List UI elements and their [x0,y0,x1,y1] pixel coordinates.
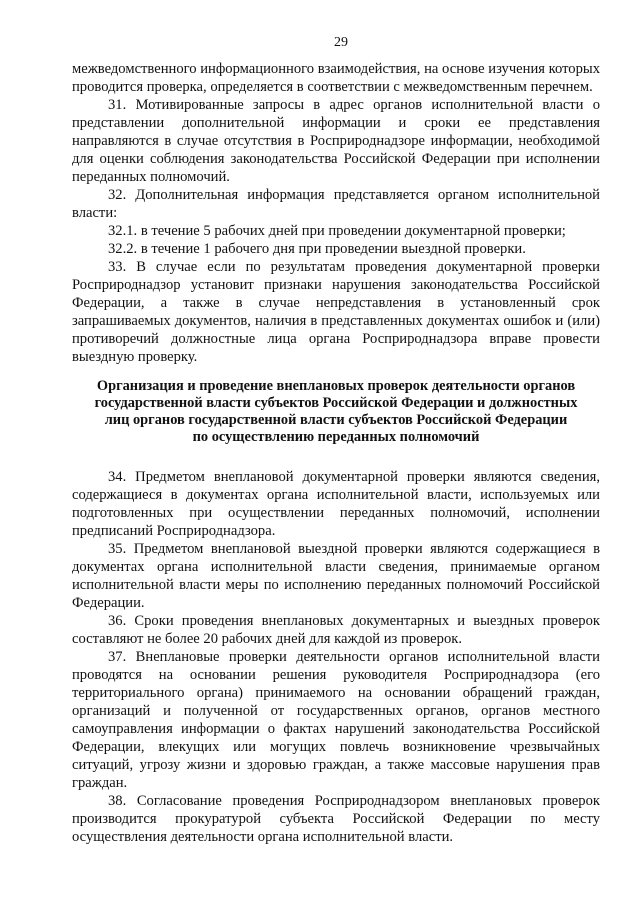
section-heading-line: государственной власти субъектов Российской Федерации и должностных [94,395,578,411]
paragraph-32-2: 32.2. в течение 1 рабочего дня при проведении выездной проверки. [108,241,526,257]
paragraph-32: 32. Дополнительная информация представляется органом исполнительной власти: [72,187,600,221]
paragraph-33: 33. В случае если по результатам проведения документарной проверки Росприроднадзор установит признаки нарушения законодательства Российской Федерации, а также в случае непредставления в установленный срок запрашиваемых документов, наличия в представленных документах ошибок и (или) противоречий должностные лица органа Росприроднадзора вправе провести выездную проверку. [72,259,600,365]
paragraph-31: 31. Мотивированные запросы в адрес органов исполнительной власти о представлении дополнительной информации и сроки ее представления направляются в случае отсутствия в Росприроднадзоре информации, необходимой для оценки соблюдения законодательства Российской Федерации при исполнении переданных полномочий. [72,97,600,185]
paragraph-38: 38. Согласование проведения Росприроднадзором внеплановых проверок производится прокуратурой субъекта Российской Федерации по месту осуществления деятельности органа исполнительной власти. [72,793,600,845]
paragraph-35: 35. Предметом внеплановой выездной проверки являются содержащиеся в документах органа исполнительной власти сведения, принимаемые органом исполнительной власти меры по исполнению переданных полномочий Российской Федерации. [72,541,600,611]
paragraph-34: 34. Предметом внеплановой документарной проверки являются сведения, содержащиеся в документах органа исполнительной власти, используемых или подготовленных при осуществлении переданных полномочий, исполнении предписаний Росприроднадзора. [72,469,600,539]
paragraph-continuation: межведомственного информационного взаимодействия, на основе изучения которых проводится проверка, определяется в соответствии с межведомственным перечнем. [72,61,600,95]
paragraph-36: 36. Сроки проведения внеплановых документарных и выездных проверок составляют не более 20 рабочих дней для каждой из проверок. [72,613,600,647]
paragraph-37: 37. Внеплановые проверки деятельности органов исполнительной власти проводятся на основании решения руководителя Росприроднадзора (его территориального органа) принимаемого на основании обращений граждан, организаций и полученной от государственных органов, органов местного самоуправления информации о фактах нарушений законодательства Российской Федерации, влекущих или могущих повлечь возникновение чрезвычайных ситуаций, угрозу жизни и здоровью граждан, а также массовые нарушения прав граждан. [72,649,600,791]
page-number: 29 [334,35,348,50]
section-heading-line: по осуществлению переданных полномочий [192,429,480,445]
section-heading-line: лиц органов государственной власти субъектов Российской Федерации [104,412,568,428]
paragraph-32-1: 32.1. в течение 5 рабочих дней при проведении документарной проверки; [108,223,566,239]
section-heading [72,378,600,446]
section-heading-line: Организация и проведение внеплановых проверок деятельности органов [96,378,576,394]
